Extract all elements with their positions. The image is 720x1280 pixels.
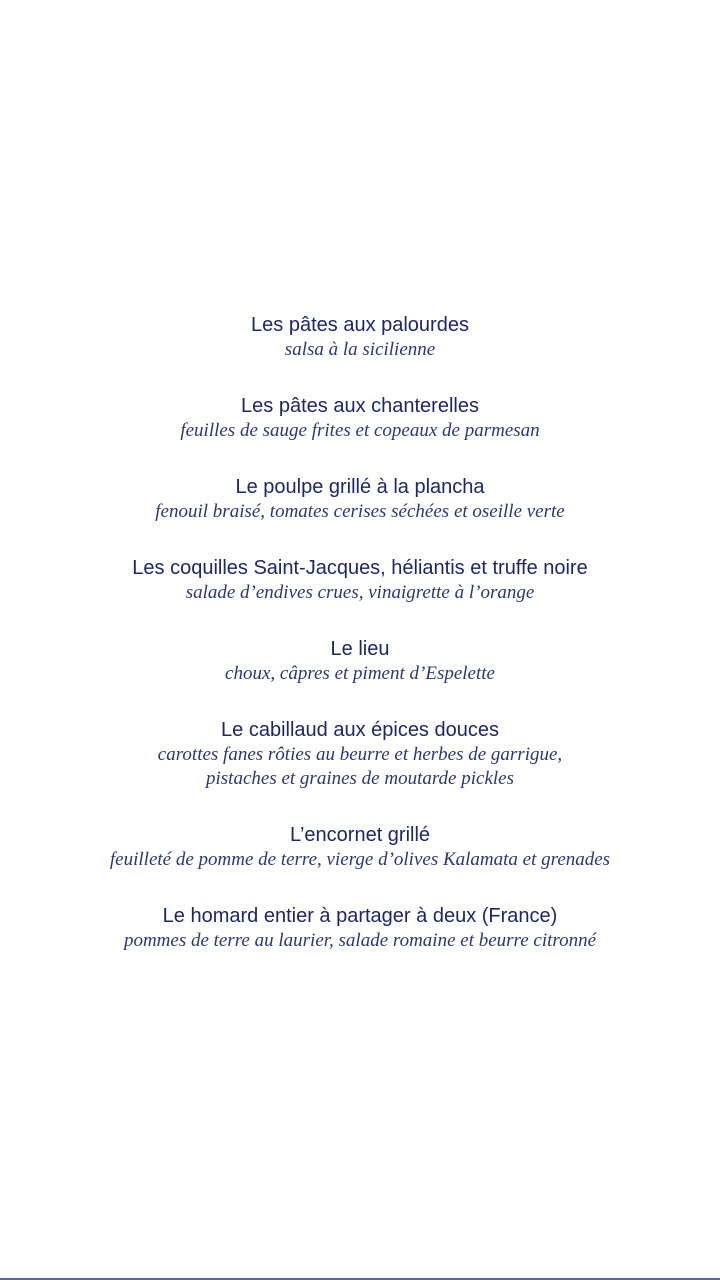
dish-name: L’encornet grillé — [289, 824, 431, 846]
menu-item — [0, 393, 720, 443]
dish-description: carottes fanes rôties au beurre et herbes de garrigue, — [157, 744, 563, 765]
dish-name: Les pâtes aux chanterelles — [241, 395, 479, 417]
dish-description: fenouil braisé, tomates cerises séchées et oseille verte — [155, 501, 565, 522]
dish-name: Les coquilles Saint-Jacques, héliantis et truffe noire — [132, 557, 588, 579]
menu-item — [0, 312, 720, 362]
menu-item — [0, 903, 720, 953]
menu-item — [0, 555, 720, 605]
menu-list — [0, 312, 720, 984]
dish-name: Les pâtes aux palourdes — [251, 314, 469, 336]
dish-name: Le lieu — [330, 638, 390, 660]
dish-name: Le cabillaud aux épices douces — [221, 719, 499, 741]
dish-description: feuilles de sauge frites et copeaux de parmesan — [180, 420, 540, 441]
dish-description: pommes de terre au laurier, salade romaine et beurre citronné — [123, 930, 597, 951]
dish-description: pistaches et graines de moutarde pickles — [206, 768, 514, 789]
menu-item — [0, 822, 720, 872]
menu-item — [0, 474, 720, 524]
dish-name: Le poulpe grillé à la plancha — [235, 476, 485, 498]
menu-item — [0, 636, 720, 686]
menu-item — [0, 717, 720, 791]
dish-description: choux, câpres et piment d’Espelette — [225, 663, 495, 684]
dish-name: Le homard entier à partager à deux (France) — [162, 905, 558, 927]
dish-description: feuilleté de pomme de terre, vierge d’olives Kalamata et grenades — [109, 849, 611, 870]
dish-description: salade d’endives crues, vinaigrette à l’orange — [185, 582, 535, 603]
dish-description: salsa à la sicilienne — [284, 339, 436, 360]
